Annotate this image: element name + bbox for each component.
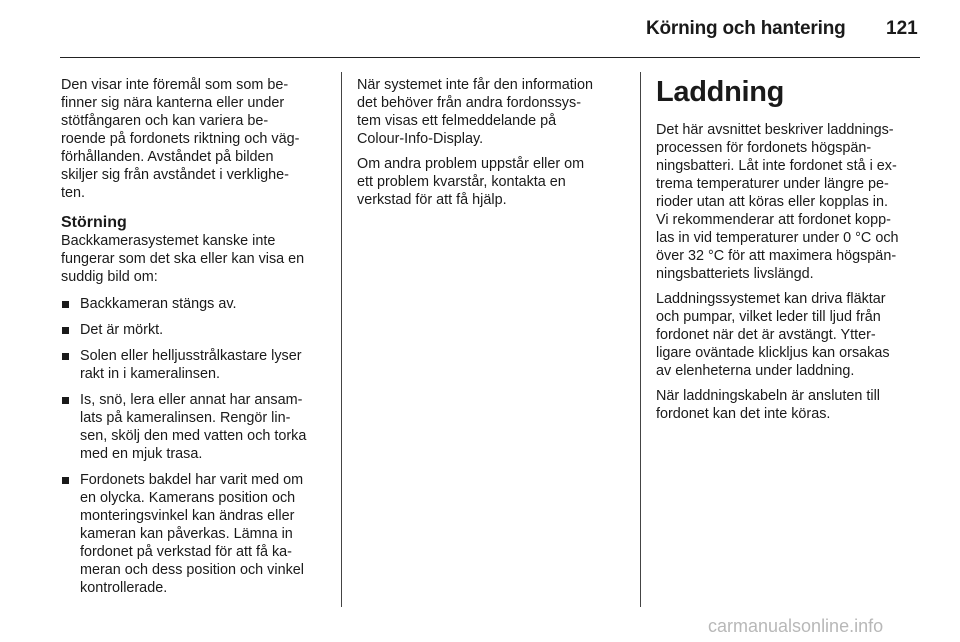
lead-paragraph — [61, 232, 327, 286]
bullet-item — [61, 321, 327, 339]
text-line: Den visar inte föremål som som be- — [61, 77, 289, 93]
subheading-storning: Störning — [61, 214, 127, 231]
text-line: sen, skölj den med vatten och torka — [80, 428, 307, 444]
text-line: När systemet inte får den information — [357, 77, 593, 93]
paragraph — [357, 76, 625, 148]
text-line: fungerar som det ska eller kan visa en — [61, 251, 305, 267]
text-line: När laddningskabeln är ansluten till — [656, 388, 880, 404]
text-line: Vi rekommenderar att fordonet kopp- — [656, 212, 891, 228]
header-rule — [60, 57, 920, 58]
text-line: Solen eller helljusstrålkastare lyser — [80, 348, 302, 364]
watermark-text: carmanualsonline.info — [708, 616, 884, 636]
text-line: finner sig nära kanterna eller under — [61, 95, 285, 111]
bullet-item — [61, 347, 327, 383]
text-line: lats på kameralinsen. Rengör lin- — [80, 410, 291, 426]
text-line: av elenheterna under laddning. — [656, 363, 855, 379]
paragraph — [656, 387, 924, 423]
column-2 — [357, 76, 625, 216]
text-line: monteringsvinkel kan ändras eller — [80, 508, 295, 524]
section-title-laddning: Laddning — [656, 76, 785, 108]
column-1 — [61, 76, 327, 605]
text-line: roende på fordonets riktning och väg- — [61, 131, 300, 147]
bullet-list — [61, 295, 327, 597]
bullet-item — [61, 471, 327, 597]
text-line: skiljer sig från avståndet i verklighe- — [61, 167, 289, 183]
column-divider — [341, 72, 342, 607]
paragraph — [656, 121, 924, 283]
text-line: Backkamerasystemet kanske inte — [61, 233, 276, 249]
text-line: rakt in i kameralinsen. — [80, 366, 220, 382]
text-line: trema temperaturer under längre pe- — [656, 176, 889, 192]
text-line: fordonet när det är avstängt. Ytter- — [656, 327, 876, 343]
text-line: Colour-Info-Display. — [357, 131, 484, 147]
text-line: Laddningssystemet kan driva fläktar — [656, 291, 886, 307]
text-line: över 32 °C för att maximera högspän- — [656, 248, 897, 264]
intro-paragraph — [61, 76, 327, 202]
text-line: verkstad för att få hjälp. — [357, 192, 507, 208]
text-line: ett problem kvarstår, kontakta en — [357, 174, 566, 190]
text-line: det behöver från andra fordonssys- — [357, 95, 581, 111]
text-line: stötfångaren och kan variera be- — [61, 113, 269, 129]
page-number: 121 — [886, 18, 918, 39]
column-3 — [656, 76, 924, 430]
paragraph — [656, 290, 924, 380]
text-line: tem visas ett felmeddelande på — [357, 113, 557, 129]
text-line: rioder utan att köras eller kopplas in. — [656, 194, 888, 210]
paragraph — [357, 155, 625, 209]
text-line: ten. — [61, 185, 86, 201]
text-line: förhållanden. Avståndet på bilden — [61, 149, 274, 165]
text-line: las in vid temperaturer under 0 °C och — [656, 230, 899, 246]
text-line: Backkameran stängs av. — [80, 296, 237, 312]
text-line: fordonet kan det inte köras. — [656, 406, 831, 422]
text-line: Det här avsnittet beskriver laddnings- — [656, 122, 894, 138]
text-line: ligare oväntade klickljus kan orsakas — [656, 345, 890, 361]
text-line: meran och dess position och vinkel — [80, 562, 304, 578]
bullet-item — [61, 295, 327, 313]
text-line: kontrollerade. — [80, 580, 168, 596]
bullet-item — [61, 391, 327, 463]
text-line: med en mjuk trasa. — [80, 446, 203, 462]
text-line: ningsbatteriets livslängd. — [656, 266, 814, 282]
text-line: suddig bild om: — [61, 269, 158, 285]
column-divider — [640, 72, 641, 607]
text-line: Is, snö, lera eller annat har ansam- — [80, 392, 303, 408]
text-line: Det är mörkt. — [80, 322, 164, 338]
text-line: och pumpar, vilket leder till ljud från — [656, 309, 881, 325]
text-line: ningsbatteri. Låt inte fordonet stå i ex- — [656, 158, 897, 174]
text-line: kameran kan påverkas. Lämna in — [80, 526, 293, 542]
text-line: Fordonets bakdel har varit med om — [80, 472, 304, 488]
text-line: processen för fordonets högspän- — [656, 140, 872, 156]
text-line: Om andra problem uppstår eller om — [357, 156, 585, 172]
text-line: en olycka. Kamerans position och — [80, 490, 296, 506]
page-header-title: Körning och hantering — [646, 18, 846, 39]
text-line: fordonet på verkstad för att få ka- — [80, 544, 292, 560]
